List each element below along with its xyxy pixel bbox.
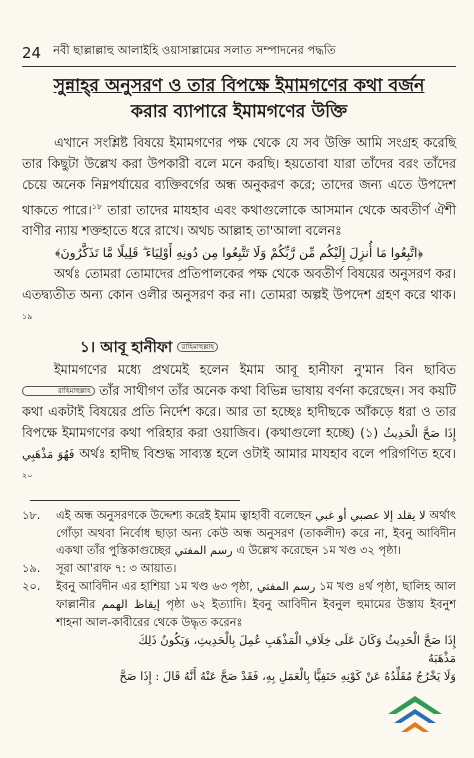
footnote-number: ২০. (22, 578, 41, 593)
footnote-separator (30, 500, 240, 501)
section-title (22, 73, 456, 125)
paragraph-1-continued: তারা তাদের মাযহাব এবং কথাগুলোকে আসমান থেকে অবতীর্ণ ঐশী বাণীর ন্যায় শক্তহাতে ধরে রাখে। অথচ আল্লাহ তা'আলা বলেনঃ (22, 203, 456, 240)
footnote-arabic-line-2: وَلَا يَخْرُجُ مُقَلِّدُهُ عَنْ كَوْنِهِ حَنَفِيًّا بِالْعَمَلِ بِهِ، فَقَدْ صَحَّ عَنْهُ أَنَّهُ قَالَ : إِذَا صَحَّ (119, 669, 456, 684)
paragraph-2 (22, 264, 456, 331)
salawat-symbol-inline: রাহিমাহুল্লাহ (22, 386, 95, 396)
paragraph-2-text: অর্থঃ তোমরা তোমাদের প্রতিপালকের পক্ষ থেকে অবতীর্ণ বিষয়ের অনুসরণ কর। এতদ্ব্যতীত অন্য কোন ওলীর অনুসরণ কর না। তোমরা অল্পই উপদেশ গ্রহণ করে থাক। (22, 267, 456, 304)
paragraph-3-text-b: তাঁর সাথীগণ তাঁর অনেক কথা বিভিন্ন ভাষায় বর্ণনা করেছেন। সব কয়টি কথা একটাই বিষয়ের প্রতি নির্দেশ করে। আর তা হচ্ছেঃ হাদীছকে আঁকড়ে ধরা ও তার বিপক্ষে ইমামগণের কথা পরিহার করা ওয়াজিব। (কথাগুলো হচ্ছে) (22, 383, 456, 441)
footnote-arabic-line-1: إِذَا صَحَّ الْحَدِيثُ وَكَانَ عَلَى خِلَافِ الْمَذْهَبِ عُمِلَ بِالْحَدِيثِ، وَيَكُونُ ذَلِكَ مَذْهَبَهُ (138, 633, 456, 666)
hadith-arabic: إِذَا صَحَّ الْحَدِيثُ فَهُوَ مَذْهَبِي (22, 425, 456, 461)
title-line-2: করার ব্যাপারে ইমামগণের উক্তি (130, 102, 348, 122)
paragraph-3-text-a: ইমামগণের মধ্যে প্রথমেই হলেন ইমাম আবূ হানীফা নু'মান বিন ছাবিত (54, 362, 456, 378)
paragraph-4-number: (১) (359, 425, 384, 441)
subheading-text: ১। আবূ হানীফা (80, 337, 173, 356)
quran-verse: ﴿اتَّبِعُوا مَا أُنزِلَ إِلَيْكُم مِّن رَّبِّكُمْ وَلَا تَتَّبِعُوا مِن دُونِهِ أَوْلِيَاءَ ۗ قَلِيلًا مَّا تَذَكَّرُونَ﴾ (54, 245, 424, 261)
footnote-number: ১৮. (22, 507, 41, 522)
footnote-text: এই অন্ধ অনুসরণকে উদ্দেশ্য করেই ইমাম ত্বাহাবী বলেছেন لا يقلد إلا عصبي أو غبي অর্থাৎ গোঁড়া অথবা নির্বোধ ছাড়া অন্য কেউ অন্ধ অনুসরণ (তাকলীদ) করে না, ইবনু আবিদীন একথা তাঁর পুস্তিকাগুচ্ছের رسم المفتي এ উল্লেখ করেছেন ১ম খণ্ড ৩২ পৃষ্ঠা। (56, 507, 456, 558)
footnote-number: ১৯. (22, 561, 41, 576)
paragraph-1-text: এখানে সংশ্লিষ্ট বিষয়ে ইমামগণের পক্ষ থেকে যে সব উক্তি আমি সংগ্রহ করেছি তার কিছুটা উল্লেখ করা উপকারী বলে মনে করছি। হয়তোবা যারা তাঁদের বরং তাঁদের চেয়ে অনেক নিম্নপর্যায়ের ব্যক্তিবর্গের অন্ধ অনুকরণ করে; তাদের জন্য এতে উপদেশ থাকতে পারে। (22, 136, 456, 219)
footnote-18 (22, 507, 456, 560)
publisher-logo-icon (384, 690, 446, 742)
page-number: 24 (22, 44, 42, 62)
running-head: নবী ছাল্লাল্লাহু আলাইহি ওয়াসাল্লামের সলাত সম্পাদনের পদ্ধতি (53, 43, 336, 57)
paragraph-4-text: অর্থঃ হাদীছ বিশুদ্ধ সাব্যস্ত হলে ওটাই আমার মাযহাব বলে পরিগণিত হবে। (74, 446, 456, 462)
subheading-abu-hanifa (80, 336, 456, 358)
footnote-text: ইবনু আবিদীন এর হাশিয়া ১ম খণ্ড ৬৩ পৃষ্ঠা, رسم المفتي ১ম খণ্ড ৪র্থ পৃষ্ঠা, ছালিহ আল ফাল্লানীর إيقاظ الهمم পৃষ্ঠা ৬২ ইত্যাদি। ইবনু আবিদীন ইবনুল হুমামের উস্তায ইবনুশ শাহনা আল-কাবীরের থেকে উদ্ধৃত করেনঃ (56, 578, 457, 629)
footnote-ref-19: ১৯ (22, 312, 33, 322)
footnote-ref-18: ১৮ (91, 202, 103, 211)
logo-orange-chevron (401, 722, 429, 732)
footnote-19 (22, 560, 456, 578)
title-line-1: সুন্নাহ্‌র অনুসরণ ও তার বিপক্ষে ইমামগণের কথা বর্জন (53, 76, 425, 96)
footnote-text: সূরা আ'রাফ ৭: ৩ আয়াত। (56, 561, 177, 576)
paragraph-3 (22, 360, 456, 490)
salawat-symbol: রাহিমাহুল্লাহ (177, 342, 218, 352)
paragraph-1 (22, 133, 456, 242)
footnote-ref-20: ২০ (22, 470, 33, 480)
page-header (22, 0, 456, 67)
footnote-20 (22, 578, 456, 631)
